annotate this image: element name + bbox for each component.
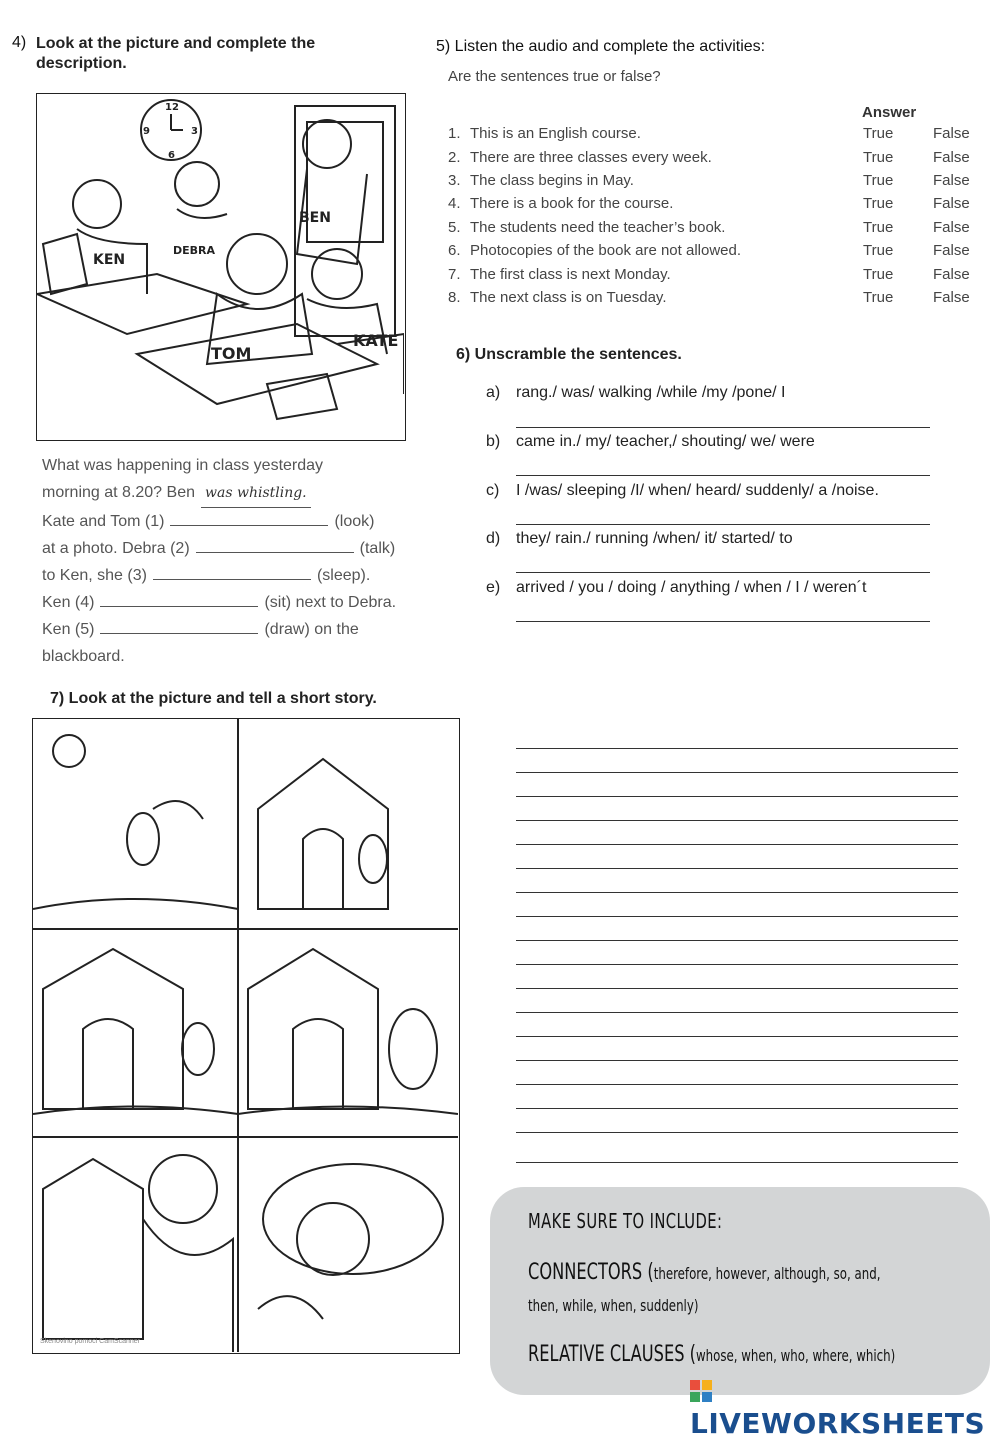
item-text: rang./ was/ walking /while /my /pone/ I bbox=[516, 384, 786, 401]
answer-column-header: Answer bbox=[862, 104, 917, 121]
true-option[interactable]: True bbox=[863, 171, 894, 189]
section-6-heading: 6) Unscramble the sentences. bbox=[456, 346, 682, 363]
true-option[interactable]: True bbox=[863, 265, 894, 283]
line-text: at a photo. Debra (2) bbox=[42, 540, 190, 557]
unscramble-item-c bbox=[486, 482, 946, 500]
list-item bbox=[448, 286, 978, 309]
list-item bbox=[448, 169, 978, 192]
item-label: b) bbox=[486, 433, 501, 450]
answer-line-c[interactable] bbox=[516, 524, 930, 525]
list-item bbox=[448, 192, 978, 215]
sun-icon bbox=[53, 735, 85, 767]
writing-line[interactable] bbox=[516, 844, 958, 845]
description-line bbox=[42, 535, 422, 562]
true-option[interactable]: True bbox=[863, 288, 894, 306]
false-option[interactable]: False bbox=[933, 265, 970, 283]
writing-line[interactable] bbox=[516, 1132, 958, 1133]
clock-9: 9 bbox=[143, 126, 150, 137]
item-number: 2. bbox=[448, 148, 461, 166]
true-option[interactable]: True bbox=[863, 195, 894, 213]
item-number: 6. bbox=[448, 242, 461, 260]
writing-line[interactable] bbox=[516, 940, 958, 941]
section-5-subheading: Are the sentences true or false? bbox=[448, 68, 661, 85]
comic-drawing bbox=[33, 719, 458, 1352]
writing-line[interactable] bbox=[516, 988, 958, 989]
writing-line[interactable] bbox=[516, 1060, 958, 1061]
line-hint: (sit) next to Debra. bbox=[264, 594, 397, 611]
line-hint: (look) bbox=[334, 513, 375, 530]
liveworksheets-icon bbox=[690, 1380, 712, 1402]
writing-line[interactable] bbox=[516, 916, 958, 917]
section-7-heading: 7) Look at the picture and tell a short story. bbox=[50, 690, 377, 707]
unscramble-item-d bbox=[486, 530, 946, 548]
writing-line[interactable] bbox=[516, 1012, 958, 1013]
answer-blank-4[interactable] bbox=[100, 591, 258, 607]
classroom-drawing bbox=[37, 94, 404, 439]
item-label: c) bbox=[486, 482, 500, 499]
list-item bbox=[448, 262, 978, 285]
item-text: Photocopies of the book are not allowed. bbox=[470, 242, 742, 260]
scanner-watermark: Skenovino pomoci CamScanner bbox=[40, 1338, 140, 1345]
description-line bbox=[42, 643, 422, 670]
item-text: The next class is on Tuesday. bbox=[470, 288, 667, 306]
line-text: What was happening in class yesterday bbox=[42, 457, 324, 474]
item-text: arrived / you / doing / anything / when / I / weren´t bbox=[516, 579, 867, 596]
item-label: e) bbox=[486, 579, 501, 596]
line-hint: (draw) on the bbox=[264, 621, 359, 638]
item-number: 3. bbox=[448, 171, 461, 189]
line-text: Ken (4) bbox=[42, 594, 95, 611]
false-option[interactable]: False bbox=[933, 148, 970, 166]
connectors-note bbox=[528, 1257, 913, 1322]
item-number: 7. bbox=[448, 265, 461, 283]
item-text: The students need the teacher’s book. bbox=[470, 218, 726, 236]
writing-line[interactable] bbox=[516, 868, 958, 869]
item-label: d) bbox=[486, 530, 501, 547]
description-line bbox=[42, 479, 422, 508]
answer-blank-3[interactable] bbox=[153, 564, 311, 580]
make-sure-title: MAKE SURE TO INCLUDE: bbox=[528, 1209, 723, 1233]
answer-line-e[interactable] bbox=[516, 621, 930, 622]
connectors-label: CONNECTORS ( bbox=[528, 1260, 654, 1285]
unscramble-item-a bbox=[486, 384, 946, 402]
answer-blank-1[interactable] bbox=[170, 510, 328, 526]
relative-list: whose, when, who, where, which) bbox=[695, 1346, 896, 1365]
line-text: Kate and Tom (1) bbox=[42, 513, 165, 530]
line-text: blackboard. bbox=[42, 648, 125, 665]
writing-line[interactable] bbox=[516, 1162, 958, 1163]
list-item bbox=[448, 239, 978, 262]
unscramble-item-b bbox=[486, 433, 946, 451]
list-item bbox=[448, 145, 978, 168]
answer-line-b[interactable] bbox=[516, 475, 930, 476]
false-option[interactable]: False bbox=[933, 125, 970, 143]
item-number: 5. bbox=[448, 218, 461, 236]
line-text: morning at 8.20? Ben bbox=[42, 484, 195, 501]
story-comic bbox=[32, 718, 460, 1354]
list-item bbox=[448, 122, 978, 145]
writing-line[interactable] bbox=[516, 1084, 958, 1085]
label-ken: KEN bbox=[93, 252, 126, 268]
relative-label: RELATIVE CLAUSES ( bbox=[528, 1342, 696, 1367]
clock-6: 6 bbox=[168, 150, 175, 161]
label-debra: DEBRA bbox=[173, 244, 216, 257]
classroom-illustration bbox=[36, 93, 406, 441]
description-line bbox=[42, 452, 422, 479]
liveworksheets-logo[interactable] bbox=[690, 1374, 1000, 1440]
example-answer: was whistling. bbox=[201, 480, 311, 508]
answer-line-d[interactable] bbox=[516, 572, 930, 573]
writing-line[interactable] bbox=[516, 892, 958, 893]
clock-3: 3 bbox=[191, 126, 198, 137]
true-option[interactable]: True bbox=[863, 125, 894, 143]
item-text: I /was/ sleeping /I/ when/ heard/ suddenly/ a /noise. bbox=[516, 482, 879, 499]
item-text: The first class is next Monday. bbox=[470, 265, 671, 283]
writing-line[interactable] bbox=[516, 820, 958, 821]
item-text: There are three classes every week. bbox=[470, 148, 712, 166]
item-text: they/ rain./ running /when/ it/ started/ to bbox=[516, 530, 793, 547]
false-option[interactable]: False bbox=[933, 195, 970, 213]
false-option[interactable]: False bbox=[933, 242, 970, 260]
description-line bbox=[42, 589, 422, 616]
true-option[interactable]: True bbox=[863, 218, 894, 236]
false-option[interactable]: False bbox=[933, 288, 970, 306]
relative-clauses-note bbox=[528, 1342, 954, 1367]
section-4-heading: Look at the picture and complete the description. bbox=[36, 35, 316, 72]
item-number: 4. bbox=[448, 195, 461, 213]
description-line bbox=[42, 562, 422, 589]
clock-12: 12 bbox=[165, 102, 179, 113]
description-line bbox=[42, 616, 422, 643]
item-label: a) bbox=[486, 384, 501, 401]
writing-line[interactable] bbox=[516, 772, 958, 773]
answer-line-a[interactable] bbox=[516, 427, 930, 428]
true-false-list bbox=[448, 122, 978, 309]
label-ben: BEN bbox=[299, 210, 331, 226]
writing-line[interactable] bbox=[516, 796, 958, 797]
label-tom: TOM bbox=[211, 344, 252, 363]
item-text: The class begins in May. bbox=[470, 171, 634, 189]
answer-blank-2[interactable] bbox=[196, 537, 354, 553]
section-4-number: 4) bbox=[12, 34, 27, 51]
item-number: 1. bbox=[448, 125, 461, 143]
list-item bbox=[448, 216, 978, 239]
item-text: came in./ my/ teacher,/ shouting/ we/ were bbox=[516, 433, 815, 450]
writing-line[interactable] bbox=[516, 748, 958, 749]
description-line bbox=[42, 508, 422, 535]
line-hint: (sleep). bbox=[316, 567, 371, 584]
true-option[interactable]: True bbox=[863, 242, 894, 260]
section-5-heading: 5) Listen the audio and complete the activities: bbox=[436, 38, 766, 55]
false-option[interactable]: False bbox=[933, 218, 970, 236]
connectors-list: therefore, however, although, so, and, then, while, when, suddenly) bbox=[528, 1264, 881, 1315]
line-text: Ken (5) bbox=[42, 621, 95, 638]
writing-line[interactable] bbox=[516, 1036, 958, 1037]
false-option[interactable]: False bbox=[933, 171, 970, 189]
line-hint: (talk) bbox=[359, 540, 396, 557]
true-option[interactable]: True bbox=[863, 148, 894, 166]
item-text: This is an English course. bbox=[470, 125, 641, 143]
writing-line[interactable] bbox=[516, 964, 958, 965]
label-kate: KATE bbox=[353, 331, 399, 350]
make-sure-box bbox=[490, 1187, 990, 1395]
unscramble-item-e bbox=[486, 579, 946, 597]
logo-text: LIVEWORKSHEETS bbox=[690, 1407, 986, 1440]
item-number: 8. bbox=[448, 288, 461, 306]
writing-line[interactable] bbox=[516, 1108, 958, 1109]
line-text: to Ken, she (3) bbox=[42, 567, 147, 584]
item-text: There is a book for the course. bbox=[470, 195, 674, 213]
answer-blank-5[interactable] bbox=[100, 618, 258, 634]
section-4-description bbox=[42, 452, 422, 670]
